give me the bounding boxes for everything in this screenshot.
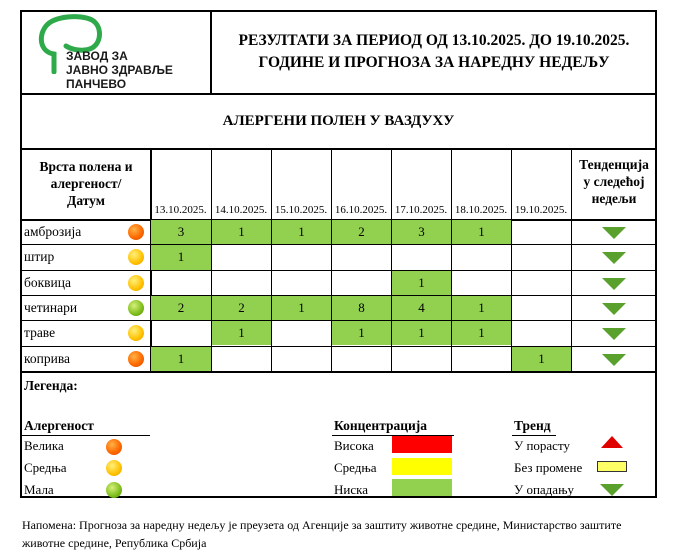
triangle-down-icon [602, 278, 626, 290]
table-cell: 1 [452, 296, 511, 320]
orange-dot-icon [106, 439, 122, 455]
table-cell: 1 [512, 347, 571, 371]
subtitle-bottom-line [20, 148, 657, 150]
table-cell [392, 245, 451, 269]
yellow-swatch [392, 458, 452, 475]
header-bottom-line [20, 93, 657, 95]
table-cell: 2 [332, 220, 391, 244]
column-header-trend [572, 156, 656, 207]
triangle-down-icon [602, 252, 626, 264]
row-label: четинари [24, 299, 78, 315]
legend-trend-down: У опадању [514, 482, 574, 497]
date-header: 18.10.2025. [454, 204, 508, 216]
legend-concentration-high: Висока [334, 438, 374, 453]
row-label: штир [24, 249, 55, 265]
table-cell: 3 [151, 220, 211, 244]
table-cell: 1 [151, 245, 211, 269]
table-cell [512, 321, 571, 345]
column-header-line-1: Врста полена и [39, 159, 133, 174]
table-cell: 8 [332, 296, 391, 320]
column-header-trend-line-3: недељи [591, 191, 637, 206]
green-dot-icon [106, 482, 122, 498]
triangle-down-icon [600, 484, 624, 496]
table-cell [452, 271, 511, 295]
row-label: амброзија [24, 224, 82, 239]
table-cell [151, 321, 211, 345]
logo-line-3: ПАНЧЕВО [66, 77, 127, 91]
legend-allergenicity-medium: Средња [24, 460, 67, 475]
table-cell [332, 245, 391, 269]
table-cell: 2 [151, 296, 211, 320]
legend-concentration-heading: Концентрација [334, 418, 428, 433]
row-label: коприва [24, 350, 71, 366]
row-label: боквица [24, 274, 71, 290]
date-header: 16.10.2025. [334, 204, 388, 216]
section-subtitle: АЛЕРГЕНИ ПОЛЕН У ВАЗДУХУ [222, 113, 455, 129]
triangle-down-icon [602, 328, 626, 340]
legend-allergenicity-high: Велика [24, 438, 64, 453]
table-cell [332, 271, 391, 295]
rectangle-icon [597, 461, 627, 472]
column-header-trend-line-1: Тенденција [579, 157, 649, 172]
legend-trend-underline [512, 435, 556, 436]
legend-trend-heading: Тренд [514, 418, 551, 433]
date-header: 19.10.2025. [514, 204, 568, 216]
table-cell [452, 347, 511, 371]
date-header: 13.10.2025. [154, 204, 207, 216]
table-cell: 1 [212, 220, 271, 244]
table-cell: 1 [392, 321, 451, 345]
orange-dot-icon [128, 351, 144, 367]
table-cell: 3 [392, 220, 451, 244]
table-cell [212, 347, 271, 371]
table-cell [151, 271, 211, 295]
table-bottom-line [20, 371, 657, 373]
table-cell: 1 [452, 321, 511, 345]
table-cell: 1 [332, 321, 391, 345]
column-header-trend-line-2: у следећој [583, 174, 645, 189]
table-cell: 1 [151, 347, 211, 371]
table-cell [512, 220, 571, 244]
green-dot-icon [128, 300, 144, 316]
column-header-line-3: Датум [67, 193, 105, 208]
legend-allergenicity-heading: Алергеност [24, 418, 94, 433]
triangle-down-icon [602, 227, 626, 239]
logo-line-1: ЗАВОД ЗА [66, 49, 128, 63]
legend-title: Легенда: [24, 378, 78, 393]
red-swatch [392, 436, 452, 453]
date-header: 15.10.2025. [274, 204, 328, 216]
triangle-down-icon [602, 354, 626, 366]
table-cell [452, 245, 511, 269]
triangle-down-icon [602, 303, 626, 315]
yellow-dot-icon [106, 460, 122, 476]
report-title-line-2: ГОДИНЕ И ПРОГНОЗА ЗА НАРЕДНУ НЕДЕЉУ [258, 54, 610, 71]
legend-concentration-low: Ниска [334, 482, 369, 497]
date-header: 14.10.2025. [214, 204, 268, 216]
table-cell: 1 [272, 220, 331, 244]
legend-allergenicity-underline [22, 435, 150, 436]
table-cell: 1 [272, 296, 331, 320]
table-cell [272, 321, 331, 345]
green-swatch [392, 479, 452, 496]
table-cell [272, 347, 331, 371]
legend-trend-nochange: Без промене [514, 460, 583, 475]
triangle-up-icon [601, 436, 623, 448]
table-cell: 2 [212, 296, 271, 320]
table-cell [512, 271, 571, 295]
column-header-line-2: алергеност/ [50, 176, 122, 191]
date-header: 17.10.2025. [394, 204, 448, 216]
footnote: Напомена: Прогноза за наредну недељу је преузета од Агенције за заштиту животне средине, Министарство заштите животне средине, Република Србија [22, 518, 622, 550]
table-cell [272, 271, 331, 295]
table-cell: 4 [392, 296, 451, 320]
table-cell: 1 [212, 321, 271, 345]
table-cell [272, 245, 331, 269]
table-cell: 1 [452, 220, 511, 244]
report-title-line-1: РЕЗУЛТАТИ ЗА ПЕРИОД ОД 13.10.2025. ДО 19.10.2025. [238, 32, 630, 49]
table-cell [212, 271, 271, 295]
yellow-dot-icon [128, 275, 144, 291]
legend-allergenicity-low: Мала [24, 482, 54, 497]
table-cell: 1 [392, 271, 451, 295]
table-cell [512, 296, 571, 320]
table-cell [392, 347, 451, 371]
table-cell [212, 245, 271, 269]
row-label: траве [24, 325, 56, 341]
column-header-pollen-type [22, 158, 150, 209]
table-cell [512, 245, 571, 269]
table-cell [332, 347, 391, 371]
logo-line-2: ЈАВНО ЗДРАВЉЕ [66, 63, 173, 77]
report-title [212, 30, 656, 74]
orange-dot-icon [128, 224, 144, 240]
legend-trend-up: У порасту [514, 438, 570, 453]
legend-concentration-medium: Средња [334, 460, 377, 475]
